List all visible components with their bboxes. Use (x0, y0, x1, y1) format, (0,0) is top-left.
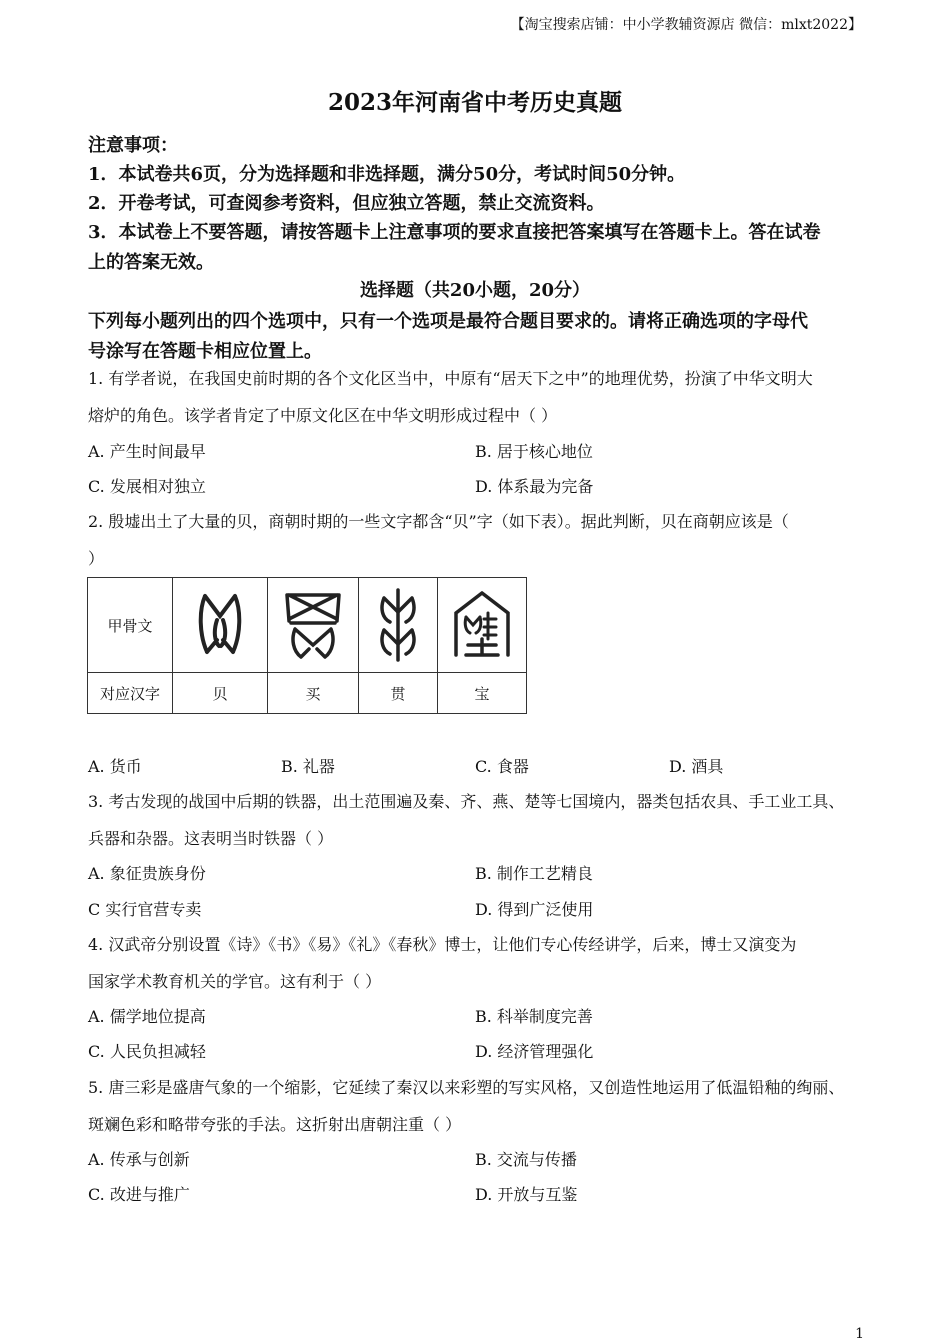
q2-option-b[interactable]: B. 礼器 (281, 757, 335, 776)
q5-option-c[interactable]: C. 改进与推广 (88, 1185, 190, 1204)
q1-option-c[interactable]: C. 发展相对独立 (88, 477, 206, 496)
q4-option-d[interactable]: D. 经济管理强化 (475, 1042, 594, 1061)
notice-item-2: 2．开卷考试，可查阅参考资料，但应独立答题，禁止交流资料。 (88, 193, 605, 214)
oracle-glyph-bei-icon (173, 578, 268, 673)
q3-option-d[interactable]: D. 得到广泛使用 (475, 900, 594, 919)
table-char-guan: 贯 (359, 673, 438, 714)
q4-option-a[interactable]: A. 儒学地位提高 (88, 1007, 206, 1026)
q2-option-c[interactable]: C. 食器 (475, 757, 529, 776)
q3-option-a[interactable]: A. 象征贵族身份 (88, 864, 206, 883)
q3-option-c[interactable]: C 实行官营专卖 (88, 900, 202, 919)
table-char-bei: 贝 (173, 673, 268, 714)
oracle-bone-table (87, 577, 527, 714)
q4-line-2: 国家学术教育机关的学官。这有利于（ ） (88, 972, 382, 991)
oracle-glyph-bao-icon (438, 578, 527, 673)
q3-option-b[interactable]: B. 制作工艺精良 (475, 864, 593, 883)
notice-item-3: 3．本试卷上不要答题，请按答题卡上注意事项的要求直接把答案填写在答题卡上。答在试卷 (88, 222, 821, 243)
table-row-label-oracle: 甲骨文 (88, 578, 173, 673)
q2-line-2: ） (88, 549, 105, 568)
page-number: 1 (855, 1326, 864, 1342)
section-title: 选择题（共20小题，20分） (359, 280, 591, 301)
q4-option-c[interactable]: C. 人民负担减轻 (88, 1042, 206, 1061)
q4-line-1: 4. 汉武帝分别设置《诗》《书》《易》《礼》《春秋》博士，让他们专心传经讲学，后来，博士又演变为 (88, 935, 797, 954)
q5-line-1: 5. 唐三彩是盛唐气象的一个缩影，它延续了秦汉以来彩塑的写实风格，又创造性地运用了低温铅釉的绚丽、 (88, 1078, 845, 1097)
header-note: 【淘宝搜索店铺：中小学教辅资源店 微信：mlxt2022】 (510, 17, 862, 33)
q2-option-d[interactable]: D. 酒具 (669, 757, 724, 776)
q1-line-1: 1. 有学者说，在我国史前时期的各个文化区当中，中原有“居天下之中”的地理优势，扮演了中华文明大 (88, 369, 813, 388)
notice-item-1: 1．本试卷共6页，分为选择题和非选择题，满分50分，考试时间50分钟。 (88, 164, 686, 185)
notice-heading: 注意事项： (88, 135, 178, 156)
q5-option-d[interactable]: D. 开放与互鉴 (475, 1185, 578, 1204)
q4-option-b[interactable]: B. 科举制度完善 (475, 1007, 593, 1026)
page-title: 2023年河南省中考历史真题 (327, 89, 622, 116)
section-instructions-1: 下列每小题列出的四个选项中，只有一个选项是最符合题目要求的。请将正确选项的字母代 (88, 311, 808, 332)
oracle-glyph-mai-icon (268, 578, 359, 673)
table-char-bao: 宝 (438, 673, 527, 714)
q3-line-2: 兵器和杂器。这表明当时铁器（ ） (88, 829, 334, 848)
q5-option-a[interactable]: A. 传承与创新 (88, 1150, 190, 1169)
table-row-label-modern: 对应汉字 (88, 673, 173, 714)
oracle-glyph-guan-icon (359, 578, 438, 673)
q1-option-b[interactable]: B. 居于核心地位 (475, 442, 593, 461)
q2-option-a[interactable]: A. 货币 (88, 757, 142, 776)
q1-option-d[interactable]: D. 体系最为完备 (475, 477, 594, 496)
q5-option-b[interactable]: B. 交流与传播 (475, 1150, 577, 1169)
q5-line-2: 斑斓色彩和略带夸张的手法。这折射出唐朝注重（ ） (88, 1115, 462, 1134)
q1-line-2: 熔炉的角色。该学者肯定了中原文化区在中华文明形成过程中（ ） (88, 406, 558, 425)
table-char-mai: 买 (268, 673, 359, 714)
section-instructions-2: 号涂写在答题卡相应位置上。 (88, 341, 322, 362)
q1-option-a[interactable]: A. 产生时间最早 (88, 442, 206, 461)
q3-line-1: 3. 考古发现的战国中后期的铁器，出土范围遍及秦、齐、燕、楚等七国境内，器类包括农具、手工业工具、 (88, 792, 845, 811)
notice-item-3-cont: 上的答案无效。 (88, 252, 214, 273)
q2-line-1: 2. 殷墟出土了大量的贝，商朝时期的一些文字都含“贝”字（如下表）。据此判断，贝在商朝应该是（ (88, 512, 789, 531)
